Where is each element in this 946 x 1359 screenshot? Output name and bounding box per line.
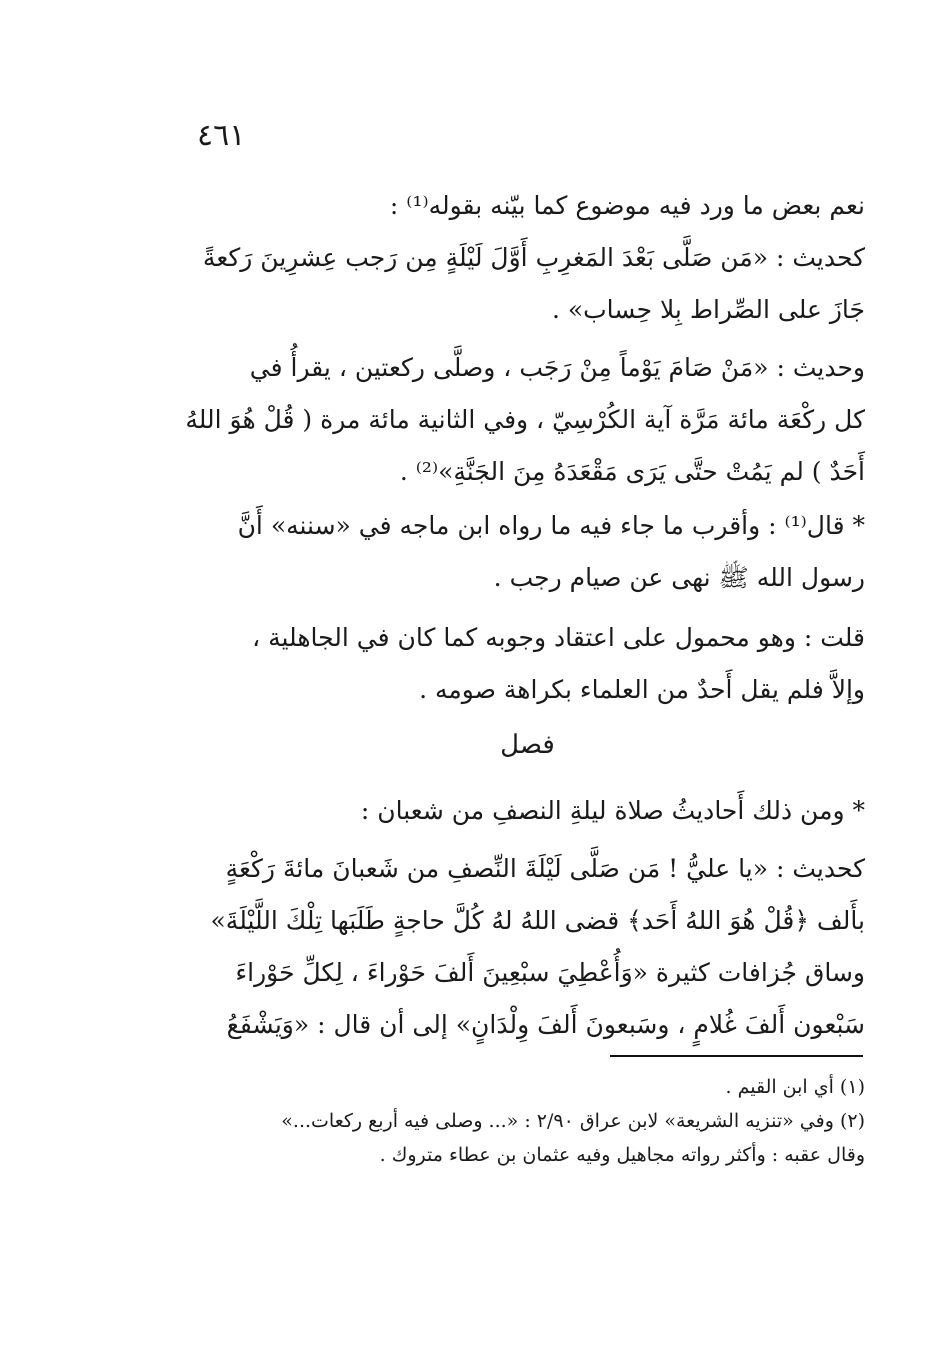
paragraph-intro: [190, 180, 865, 232]
text-line: قلت : وهو محمول على اعتقاد وجوبه كما كان في الجاهلية ،: [252, 623, 865, 652]
paragraph-ibn-majah: [190, 500, 865, 604]
text-line: جَازَ على الصِّراط بِلا حِساب» .: [551, 295, 865, 324]
text-line: وإلاَّ فلم يقل أَحدٌ من العلماء بكراهة صومه .: [419, 675, 865, 704]
text-line: كحديث : «يا عليُّ ! مَن صَلَّى لَيْلَةَ النِّصفِ من شَعبانَ مائةَ رَكْعَةٍ: [225, 854, 865, 883]
text-line: وحديث : «مَنْ صَامَ يَوْماً مِنْ رَجَب ، وصلَّى ركعتين ، يقرأُ في: [249, 353, 865, 382]
footnote-2-continued: وقال عقبه : وأكثر رواته مجاهيل وفيه عثمان بن عطاء متروك .: [379, 1144, 865, 1166]
text-line: كل ركْعَة مائة مَرَّة آية الكُرْسِيّ ، وفي الثانية مائة مرة ( قُلْ هُوَ اللهُ: [185, 405, 865, 434]
text-line: * ومن ذلك أَحاديثُ صلاة ليلةِ النصفِ من شعبان :: [360, 796, 865, 825]
footnote-1: (١) أي ابن القيم .: [725, 1076, 865, 1098]
paragraph-hadith-rajab-1: [190, 232, 865, 336]
paragraph-hadith-shaban: [190, 843, 865, 1051]
footnote-2: (٢) وفي «تنزيه الشريعة» لابن عراق ٢/٩٠ : «... وصلى فيه أربع ركعات...»: [281, 1110, 865, 1132]
paragraph-qultu: [190, 612, 865, 716]
footnote-divider: [610, 1055, 863, 1057]
text-line: بأَلف ﴿قُلْ هُوَ اللهُ أَحَد﴾ قضى اللهُ لهُ كُلَّ حاجةٍ طَلَبَها تِلْكَ اللَّيْلَةَ»: [210, 906, 865, 935]
text-line: * قال⁽¹⁾ : وأقرب ما جاء فيه ما رواه ابن ماجه في «سننه» أَنَّ: [237, 511, 865, 540]
page-number: ٤٦١: [197, 118, 246, 153]
section-heading: فصل: [500, 730, 555, 760]
text-line: نعم بعض ما ورد فيه موضوع كما بيّنه بقوله⁽¹⁾ :: [389, 191, 865, 220]
text-line: رسول الله ﷺ نهى عن صيام رجب .: [493, 563, 865, 592]
text-line: أَحَدٌ ) لم يَمُتْ حتَّى يَرَى مَقْعَدَهُ مِنَ الجَنَّةِ»⁽²⁾ .: [399, 457, 865, 486]
text-line: كحديث : «مَن صَلَّى بَعْدَ المَغرِبِ أَوَّلَ لَيْلَةٍ مِن رَجب عِشرِينَ رَكعةً: [202, 243, 865, 272]
footnotes: [190, 1070, 865, 1172]
text-line: وساق جُزافات كثيرة «وَأُعْطِيَ سبْعِينَ أَلفَ حَوْراءَ ، لِكلِّ حَوْراءَ: [235, 958, 865, 987]
paragraph-hadith-rajab-2: [185, 342, 865, 498]
paragraph-shaban-intro: [190, 785, 865, 837]
text-line: سَبْعون أَلفَ غُلامٍ ، وسَبعونَ أَلفَ وِلْدَانٍ» إلى أن قال : «وَيَشْفَعُ: [226, 1010, 865, 1039]
